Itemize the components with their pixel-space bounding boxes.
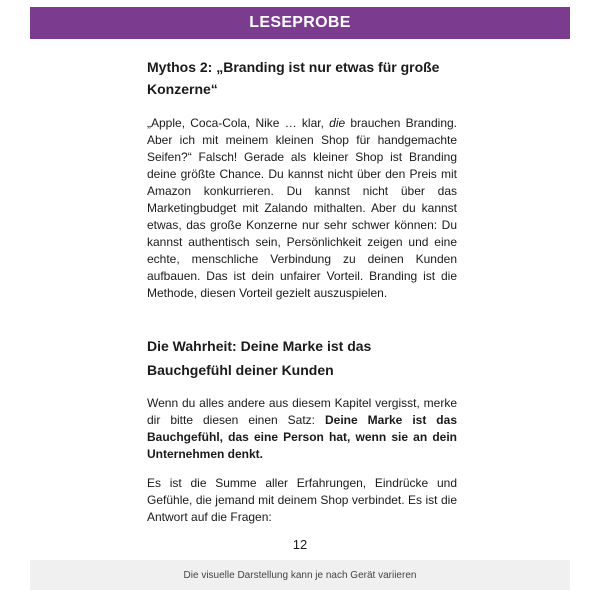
truth-text-bold: Deine Marke ist das Bauchgefühl, das eine Person hat, wenn sie an dein Unternehmen denkt. (147, 413, 457, 461)
section-heading-myth: Mythos 2: „Branding ist nur etwas für große Konzerne“ (147, 59, 440, 97)
truth-paragraph-1 (147, 395, 457, 463)
preview-banner (30, 7, 570, 39)
section-heading-truth: Die Wahrheit: Deine Marke ist das Bauchgefühl deiner Kunden (147, 338, 372, 378)
footer-note-text: Die visuelle Darstellung kann je nach Gerät variieren (183, 569, 417, 581)
preview-banner-label: LESEPROBE (249, 14, 351, 31)
truth-text-plain: Wenn du alles andere aus diesem Kapitel vergisst, merke dir bitte diesen einen Satz: (147, 396, 457, 427)
truth-paragraph-2: Es ist die Summe aller Erfahrungen, Eindrücke und Gefühle, die jemand mit deinem Shop verbindet. Es ist die Antwort auf die Fragen: (147, 476, 457, 524)
page-content (147, 56, 457, 526)
myth-paragraph (147, 115, 457, 302)
page-number: 12 (292, 537, 308, 552)
footer-note (30, 560, 570, 590)
myth-text-start: „Apple, Coca-Cola, Nike … klar, (147, 116, 330, 130)
myth-text-end: brauchen Branding. Aber ich mit meinem kleinen Shop für handgemachte Seifen?“ Falsch! Gerade als kleiner Shop ist Branding deine größte Chance. Du kannst nicht über den Preis mit Amazon konkurrieren. Du kannst nicht über das Marketingbudget mit Zalando mithalten. Aber du kannst etwas, das große Konzerne nur sehr schwer können: Du kannst authentisch sein, Persönlichkeit zeigen und eine echte, menschliche Verbindung zu deinen Kunden aufbauen. Das ist dein unfairer Vorteil. Branding ist die Methode, diesen Vorteil gezielt auszuspielen. (147, 116, 457, 300)
myth-text-emphasis: die (329, 116, 346, 130)
